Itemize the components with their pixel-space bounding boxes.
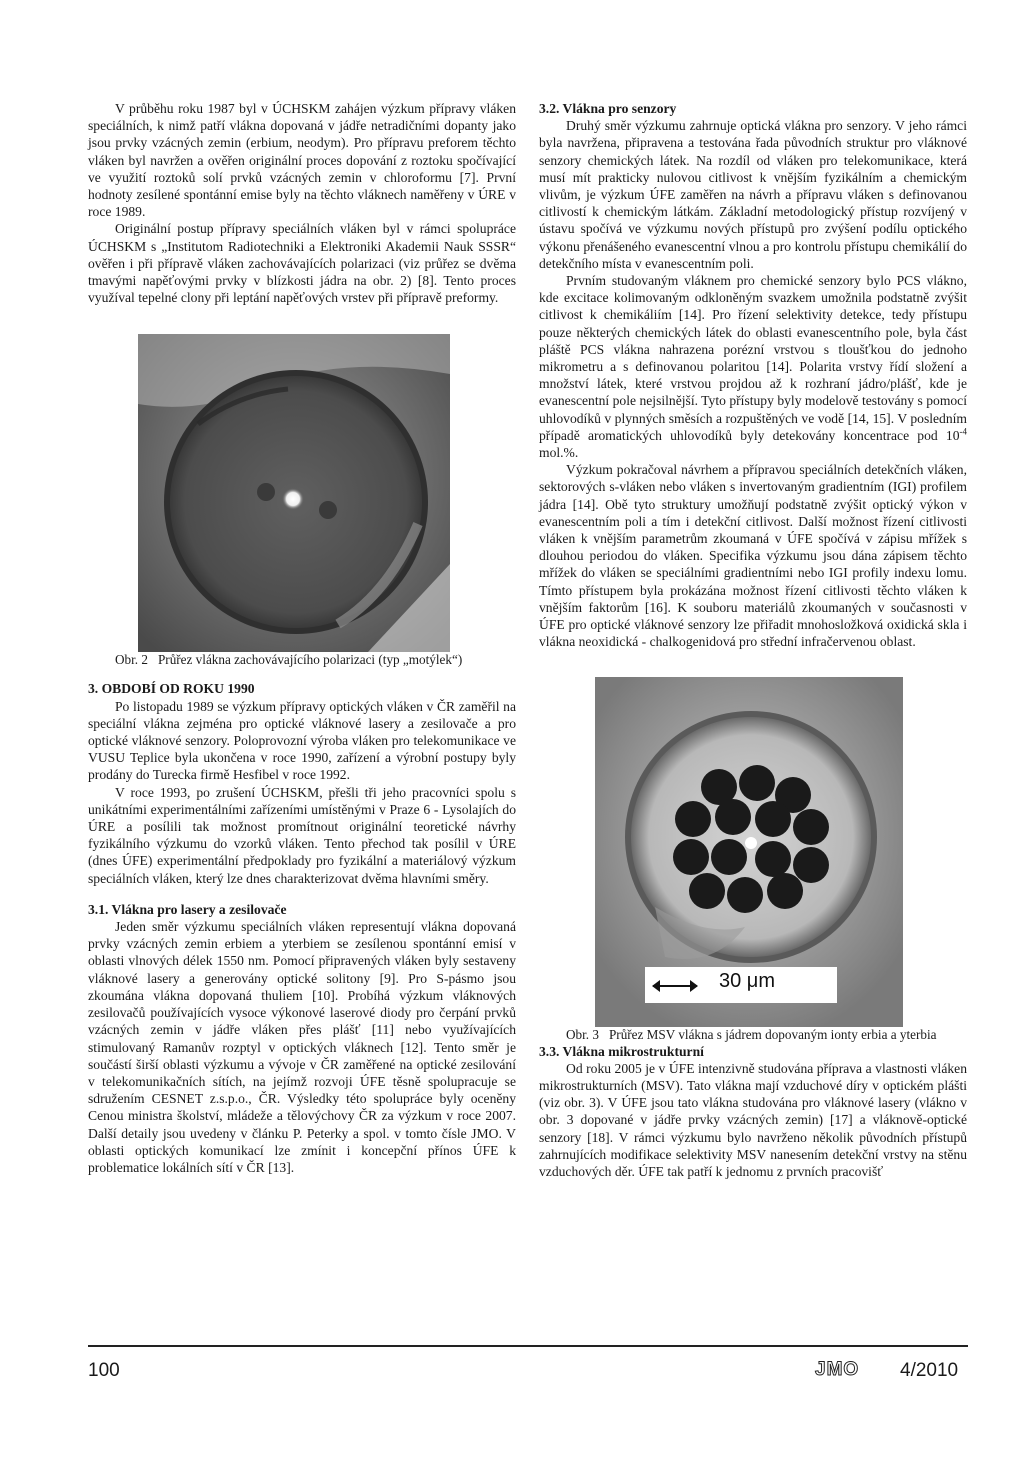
paragraph-text: mol.%.	[539, 445, 579, 461]
figure-3-caption-text: Průřez MSV vlákna s jádrem dopovaným ionty erbia a yterbia	[608, 1026, 937, 1042]
subsection-heading: 3.1. Vlákna pro lasery a zesilovače	[88, 901, 287, 917]
paragraph: Originální postup přípravy speciálních vláken byl v rámci spolupráce ÚCHSKM s „Institutom Radiotechniki a Elektroniki Akademii Nauk SSSR“ ověřen i při přípravě vláken zachovávajících polarizaci (viz průřez se dvěma tmavými napěťovými prvky v blízkosti jádra na obr. 2) [8]. Tento proces využíval tepelné clony při leptání napěťových vrstev při přípravě preformy.	[88, 221, 516, 306]
exponent: -4	[959, 426, 967, 437]
issue-number: 4/2010	[900, 1360, 959, 1381]
page-number: 100	[88, 1360, 120, 1381]
journal-logo: JMO	[815, 1359, 860, 1380]
fiber-cross-section-image	[138, 334, 450, 652]
footer-divider	[88, 1345, 968, 1347]
paragraph	[539, 272, 967, 461]
figure-3-msv-fiber	[595, 677, 903, 1027]
scale-bar	[645, 967, 837, 1003]
paragraph: Druhý směr výzkumu zahrnuje optická vlákna pro senzory. V jeho rámci byla navržena, připravena a testována řada původních struktur pro vláknové senzory chemických látek. Na rozdíl od vláken pro telekomunikace, která musí mít prakticky nulovou citlivost k vnějším fyzikálním a chemickým vlivům, je výzkum ÚFE zaměřen na návrh a přípravu vláken s definovanou citlivostí k chemickým látkám. Základní metodologický přístup rozvíjený v ústavu spočívá ve výzkumu nových přístupů pro zvýšení podílu optického výkonu přenášeného evanescentní vlnou a pro kontrolu přístupu chemikálií do detekčního místa v evanescentním poli.	[539, 118, 967, 271]
subsection-heading: 3.2. Vlákna pro senzory	[539, 101, 677, 116]
scale-bar-label: 30 μm	[719, 969, 775, 992]
subsection-heading: 3.3. Vlákna mikrostrukturní	[539, 1043, 704, 1059]
left-column	[88, 100, 516, 1176]
figure-2-caption-text: Průřez vlákna zachovávajícího polarizaci (typ „motýlek“)	[157, 652, 463, 668]
figure-2-fiber-cross-section	[138, 334, 450, 652]
paragraph: Výzkum pokračoval návrhem a přípravou speciálních detekčních vláken, sektorových s-vláken nebo vláken s invertovaným gradientním (IGI) profilem jádra [14]. Obě tyto struktury umožňují podstatně zvýšit optický výkon v evanescentním poli a tím i detekční citlivost. Další možnost řízení citlivosti vláken k vnějším parametrům zkoumaná v ÚFE spočívá v zápisu mřížek s dlouhou periodou do vláken. Specifika výzkumu jsou dána zápisem těchto mřížek do vláken se speciálními gradientními nebo IGI profily indexu lomu. Tímto přístupem byla prokázána možnost řízení citlivosti těchto vláken k vnějším faktorům [16]. K souboru materiálů zkoumaných v současnosti v ÚFE pro optické vláknové senzory lze přiřadit mnohosložková oxidická skla i vlákna neoxidická - chalkogenidová pro střední infračervenou oblast.	[539, 462, 967, 650]
doped-core	[745, 837, 757, 849]
paragraph-text: Prvním studovaným vláknem pro chemické senzory bylo PCS vlákno, kde excitace kolimovaným odkloněným svazkem umožnila podstatně zvýšit citlivost k chemikáliím [14]. Pro řízení selektivity detekce, tedy přístupu pouze některých chemických látek do oblasti evanescentního pole, byla část pláště PCS vlákna nahrazena porézní vrstvou s tloušťkou do jednoho mikrometru a s definovanou polaritou [14]. Polarita vrstvy řídí složení a množství látek, které vrstvou projdou až k rozhraní jádro/plášť, kde je evanescentní pole nejsilnější. Tyto přístupy byly modelově testovány s pomocí uhlovodíků v plynných směsích a rozpuštěných ve vodě [14, 15]. V posledním případě aromatických uhlovodíků byly detekovány koncentrace pod 10	[539, 273, 967, 443]
paragraph: Jeden směr výzkumu speciálních vláken representují vlákna dopovaná prvky vzácných zemin erbiem a yterbiem se zesílenou spontánní emisí v oblasti vlnových délek 1550 nm. Pomocí připravených vláken byly sestaveny vláknové lasery a generovány optické solitony [9]. Pro S-pásmo jsou zkoumána vlákna dopovaná thuliem [10]. Probíhá výzkum vláknových zesilovačů používajících vysoce výkonové laserové diody pro čerpání prvků vzácných zemin v jádře vláken přes plášť [11] nebo využívajících stimulovaný Ramanův rozptyl v optických vláknech [12]. Tento směr je součástí širší oblasti výzkumu a vývoje v ČR zaměřené na optické zesilování v telekomunikačních sítích, na jejímž rozvoji ÚFE těsně spolupracuje se sdružením CESNET z.s.p.o., ČR. Výsledky této spolupráce byly oceněny Cenou ministra školství, mládeže a tělovýchovy ČR za výzkum v roce 2007. Další detaily jsou uvedeny v článku P. Peterky a spol. v tomto čísle JMO. V oblasti optických komunikací lze zmínit i koncepční přínos ÚFE k problematice lokálních sítí v ČR [13].	[88, 919, 516, 1175]
figure-2-caption-number: Obr. 2	[115, 652, 148, 668]
section-heading: 3. OBDOBÍ OD ROKU 1990	[88, 681, 255, 697]
figure-3-caption	[539, 1027, 967, 1043]
paragraph: Po listopadu 1989 se výzkum přípravy optických vláken v ČR zaměřil na speciální vlákna zejména pro optické vláknové lasery a zesilovače a pro optické vláknové senzory. Poloprovozní výroba vláken pro telekomunikace ve VUSU Teplice byla ukončena v roce 1990, zařízení a výrobní postupy byly prodány do Turecka firmě Hesfibel v roce 1992.	[88, 698, 516, 783]
paragraph: V roce 1993, po zrušení ÚCHSKM, přešli tři jeho pracovníci spolu s unikátními experimentálními zařízeními umístěnými v Praze 6 - Lysolajích do ÚRE a posílili tak možnost promítnout originální teoretické návrhy fyzikálního výzkumu do vzorků vláken. Tento přechod tak posílil v ÚRE (dnes ÚFE) experimentální předpoklady pro fyzikální a materiálový výzkum speciálních vláken, který lze dnes charakterizovat dvěma hlavními směry.	[88, 784, 516, 886]
double-arrow-icon	[653, 985, 697, 987]
figure-3-caption-number: Obr. 3	[566, 1026, 599, 1042]
figure-2-caption	[88, 652, 516, 668]
paragraph: V průběhu roku 1987 byl v ÚCHSKM zahájen výzkum přípravy vláken speciálních, k nimž patří vlákna dopovaná v jádře netradičními dopanty jako jsou prvky vzácných zemin (erbium, neodym). Pro přípravu preforem těchto vláken byl navržen a ověřen originální proces dopování z roztoku spočívající ve využití roztoků solí prvků vzácných zemin v chloroformu [7]. První hodnoty zesílené spontánní emise byly na těchto vláknech naměřeny v ÚRE v roce 1989.	[88, 101, 516, 220]
right-column	[539, 100, 967, 1180]
paragraph: Od roku 2005 je v ÚFE intenzivně studována příprava a vlastnosti vláken mikrostrukturních (MSV). Tato vlákna mají vzduchové díry v optickém plášti (viz obr. 3). V ÚFE jsou tato vlákna studována pro vláknové lasery (vlákno v obr. 3 dopované v jádře prvky vzácných zemin) [17] a vláknově-optické senzory [18]. V rámci výzkumu bylo navrženo několik původních přístupů zahrnujících modifikace selektivity MSV nanesením detekční vrstvy na stěnu vzduchových děr. ÚFE tak patří k jednomu z prvních pracovišť	[539, 1060, 967, 1179]
